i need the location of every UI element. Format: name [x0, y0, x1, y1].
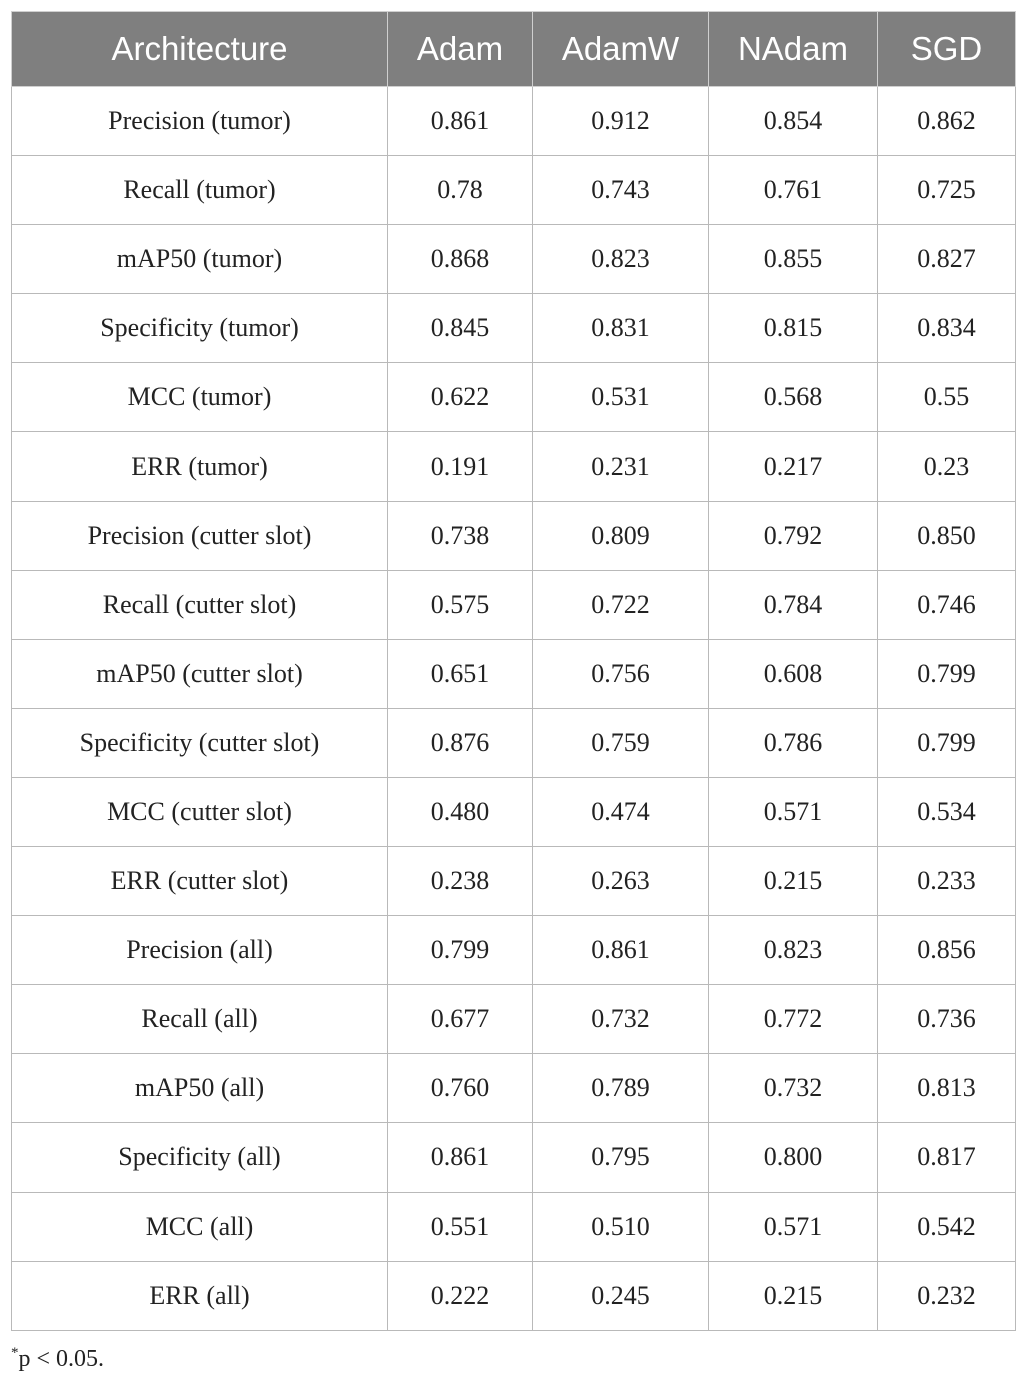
value-cell: 0.800	[709, 1123, 878, 1192]
value-cell: 0.876	[388, 708, 533, 777]
value-cell: 0.809	[533, 501, 709, 570]
value-cell: 0.862	[878, 87, 1016, 156]
metric-label-cell: ERR (all)	[12, 1261, 388, 1330]
metric-label-cell: MCC (cutter slot)	[12, 777, 388, 846]
value-cell: 0.746	[878, 570, 1016, 639]
value-cell: 0.651	[388, 639, 533, 708]
value-cell: 0.732	[709, 1054, 878, 1123]
table-row	[12, 985, 1016, 1054]
value-cell: 0.263	[533, 847, 709, 916]
metric-label-cell: Precision (cutter slot)	[12, 501, 388, 570]
table-row	[12, 156, 1016, 225]
metric-label-cell: Recall (all)	[12, 985, 388, 1054]
column-header: Architecture	[12, 12, 388, 87]
value-cell: 0.231	[533, 432, 709, 501]
value-cell: 0.736	[878, 985, 1016, 1054]
metric-label-cell: mAP50 (tumor)	[12, 225, 388, 294]
metric-label-cell: MCC (all)	[12, 1192, 388, 1261]
value-cell: 0.789	[533, 1054, 709, 1123]
value-cell: 0.534	[878, 777, 1016, 846]
value-cell: 0.191	[388, 432, 533, 501]
value-cell: 0.232	[878, 1261, 1016, 1330]
value-cell: 0.761	[709, 156, 878, 225]
table-row	[12, 1261, 1016, 1330]
table-row	[12, 501, 1016, 570]
value-cell: 0.861	[388, 1123, 533, 1192]
table-row	[12, 87, 1016, 156]
metric-label-cell: Precision (tumor)	[12, 87, 388, 156]
table-row	[12, 777, 1016, 846]
value-cell: 0.756	[533, 639, 709, 708]
column-header: SGD	[878, 12, 1016, 87]
metric-label-cell: Specificity (cutter slot)	[12, 708, 388, 777]
footnote-marker: *	[11, 1345, 19, 1361]
results-table-container	[11, 11, 1015, 1331]
value-cell: 0.568	[709, 363, 878, 432]
metric-label-cell: ERR (cutter slot)	[12, 847, 388, 916]
value-cell: 0.772	[709, 985, 878, 1054]
value-cell: 0.743	[533, 156, 709, 225]
value-cell: 0.855	[709, 225, 878, 294]
table-row	[12, 1054, 1016, 1123]
value-cell: 0.725	[878, 156, 1016, 225]
value-cell: 0.868	[388, 225, 533, 294]
value-cell: 0.738	[388, 501, 533, 570]
value-cell: 0.571	[709, 1192, 878, 1261]
table-row	[12, 847, 1016, 916]
value-cell: 0.861	[388, 87, 533, 156]
value-cell: 0.510	[533, 1192, 709, 1261]
value-cell: 0.912	[533, 87, 709, 156]
value-cell: 0.786	[709, 708, 878, 777]
metric-label-cell: Specificity (all)	[12, 1123, 388, 1192]
value-cell: 0.480	[388, 777, 533, 846]
value-cell: 0.845	[388, 294, 533, 363]
table-row	[12, 432, 1016, 501]
value-cell: 0.813	[878, 1054, 1016, 1123]
metric-label-cell: Precision (all)	[12, 916, 388, 985]
value-cell: 0.215	[709, 1261, 878, 1330]
table-row	[12, 1192, 1016, 1261]
column-header: Adam	[388, 12, 533, 87]
column-header: NAdam	[709, 12, 878, 87]
value-cell: 0.817	[878, 1123, 1016, 1192]
value-cell: 0.815	[709, 294, 878, 363]
value-cell: 0.233	[878, 847, 1016, 916]
value-cell: 0.23	[878, 432, 1016, 501]
value-cell: 0.222	[388, 1261, 533, 1330]
metric-label-cell: Recall (tumor)	[12, 156, 388, 225]
value-cell: 0.575	[388, 570, 533, 639]
table-header	[12, 12, 1016, 87]
metric-label-cell: mAP50 (all)	[12, 1054, 388, 1123]
metric-label-cell: ERR (tumor)	[12, 432, 388, 501]
value-cell: 0.245	[533, 1261, 709, 1330]
value-cell: 0.854	[709, 87, 878, 156]
value-cell: 0.551	[388, 1192, 533, 1261]
table-row	[12, 363, 1016, 432]
value-cell: 0.799	[388, 916, 533, 985]
table-row	[12, 294, 1016, 363]
value-cell: 0.834	[878, 294, 1016, 363]
value-cell: 0.861	[533, 916, 709, 985]
table-body	[12, 87, 1016, 1331]
metric-label-cell: Recall (cutter slot)	[12, 570, 388, 639]
value-cell: 0.217	[709, 432, 878, 501]
value-cell: 0.78	[388, 156, 533, 225]
value-cell: 0.823	[533, 225, 709, 294]
value-cell: 0.732	[533, 985, 709, 1054]
value-cell: 0.831	[533, 294, 709, 363]
value-cell: 0.759	[533, 708, 709, 777]
footnote-text: p < 0.05.	[18, 1346, 105, 1372]
table-row	[12, 916, 1016, 985]
table-row	[12, 1123, 1016, 1192]
value-cell: 0.784	[709, 570, 878, 639]
value-cell: 0.799	[878, 639, 1016, 708]
metric-label-cell: Specificity (tumor)	[12, 294, 388, 363]
value-cell: 0.608	[709, 639, 878, 708]
column-header: AdamW	[533, 12, 709, 87]
value-cell: 0.238	[388, 847, 533, 916]
table-row	[12, 708, 1016, 777]
value-cell: 0.760	[388, 1054, 533, 1123]
metric-label-cell: mAP50 (cutter slot)	[12, 639, 388, 708]
value-cell: 0.850	[878, 501, 1016, 570]
value-cell: 0.531	[533, 363, 709, 432]
metric-label-cell: MCC (tumor)	[12, 363, 388, 432]
value-cell: 0.823	[709, 916, 878, 985]
value-cell: 0.792	[709, 501, 878, 570]
value-cell: 0.542	[878, 1192, 1016, 1261]
value-cell: 0.474	[533, 777, 709, 846]
value-cell: 0.827	[878, 225, 1016, 294]
table-row	[12, 570, 1016, 639]
value-cell: 0.571	[709, 777, 878, 846]
header-row	[12, 12, 1016, 87]
value-cell: 0.55	[878, 363, 1016, 432]
value-cell: 0.795	[533, 1123, 709, 1192]
value-cell: 0.856	[878, 916, 1016, 985]
value-cell: 0.722	[533, 570, 709, 639]
value-cell: 0.622	[388, 363, 533, 432]
table-footnote	[11, 1345, 104, 1373]
optimizer-comparison-table	[11, 11, 1016, 1331]
table-row	[12, 225, 1016, 294]
value-cell: 0.677	[388, 985, 533, 1054]
table-row	[12, 639, 1016, 708]
value-cell: 0.215	[709, 847, 878, 916]
value-cell: 0.799	[878, 708, 1016, 777]
